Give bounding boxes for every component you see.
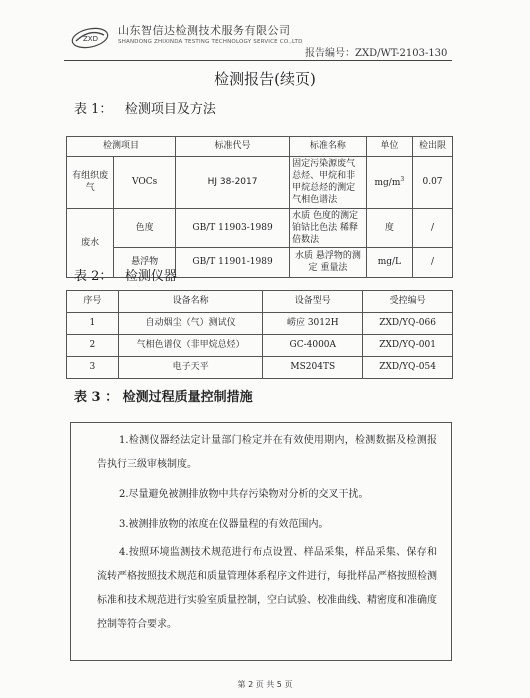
company-logo — [70, 26, 110, 50]
name-cell: 水质 色度的测定 铂钴比色法 稀释倍数法 — [290, 208, 367, 247]
company-name-cn: 山东智信达检测技术服务有限公司 — [118, 24, 291, 37]
header-device-model: 设备型号 — [263, 291, 363, 313]
item-cell: VOCs — [114, 157, 176, 209]
limit-cell: / — [413, 208, 453, 247]
qc-item-3: 3.被测排放物的浓度在仪器量程的有效范围内。 — [119, 519, 329, 530]
quality-control-box — [70, 422, 452, 661]
model-cell: 崂应 3012H — [263, 313, 363, 335]
logo-text: ZXD — [83, 35, 98, 43]
model-cell: GC-4000A — [263, 335, 363, 357]
code-cell: GB/T 11901-1989 — [175, 247, 289, 277]
header-standard-name: 标准名称 — [290, 137, 367, 157]
unit-cell: 度 — [366, 208, 412, 247]
table-header-row — [67, 137, 453, 157]
header-device-name: 设备名称 — [118, 291, 263, 313]
header-test-item: 检测项目 — [67, 137, 176, 157]
section3-title: 检测过程质量控制措施 — [122, 390, 253, 405]
section3-heading — [74, 386, 253, 405]
no-cell: 3 — [67, 357, 119, 379]
item-cell: 悬浮物 — [114, 247, 176, 277]
table-row — [67, 157, 453, 209]
table-row — [67, 335, 453, 357]
device-name-cell: 电子天平 — [118, 357, 263, 379]
header-detection-limit: 检出限 — [413, 137, 453, 157]
device-name-cell: 自动烟尘（气）测试仪 — [118, 313, 263, 335]
section1-title: 检测项目及方法 — [124, 102, 216, 117]
model-cell: MS204TS — [263, 357, 363, 379]
section2-label: 表 2： — [74, 269, 113, 284]
section1-label: 表 1： — [74, 102, 113, 117]
qc-item-1: 1.检测仪器经法定计量部门检定并在有效使用期内，检测数据及检测报告执行三级审核制度。 — [97, 435, 437, 470]
group-cell: 有组织废气 — [67, 157, 114, 209]
name-cell: 水质 悬浮物的测定 重量法 — [290, 247, 367, 277]
unit-cell — [366, 157, 412, 209]
header-control-id: 受控编号 — [363, 291, 453, 313]
table-row — [67, 208, 453, 247]
code-cell: HJ 38-2017 — [175, 157, 289, 209]
group-cell: 废水 — [67, 208, 114, 277]
no-cell: 2 — [67, 335, 119, 357]
header-no: 序号 — [67, 291, 119, 313]
name-cell: 固定污染源废气总烃、甲烷和非甲烷总烃的测定 气相色谱法 — [290, 157, 367, 209]
table-row — [67, 313, 453, 335]
header-unit: 单位 — [366, 137, 412, 157]
device-name-cell: 气相色谱仪（非甲烷总烃） — [118, 335, 263, 357]
company-name-en: SHANDONG ZHIXINDA TESTING TECHNOLOGY SERVICE CO.,LTD — [118, 39, 303, 45]
section2-heading — [74, 265, 177, 284]
section2-title: 检测仪器 — [124, 269, 177, 284]
unit-superscript: 3 — [400, 175, 405, 183]
test-items-table — [66, 136, 453, 278]
limit-cell: / — [413, 247, 453, 277]
page-number: 第 2 页 共 5 页 — [237, 680, 293, 689]
unit-base: mg/m — [374, 177, 401, 188]
table-row — [67, 357, 453, 379]
id-cell: ZXD/YQ-066 — [363, 313, 453, 335]
limit-cell: 0.07 — [413, 157, 453, 209]
no-cell: 1 — [67, 313, 119, 335]
id-cell: ZXD/YQ-001 — [363, 335, 453, 357]
document-title: 检测报告(续页) — [214, 70, 316, 88]
report-number: 报告编号：ZXD/WT-2103-130 — [305, 48, 448, 59]
code-cell: GB/T 11903-1989 — [175, 208, 289, 247]
id-cell: ZXD/YQ-054 — [363, 357, 453, 379]
unit-cell: mg/L — [366, 247, 412, 277]
qc-item-4: 4.按照环境监测技术规范进行布点设置、样品采集，样品采集、保存和流转严格按照技术规范和质量管理体系程序文件进行，每批样品严格按照检测标准和技术规范进行实验室质量控制，空白试验、校准曲线、精密度和准确度控制等符合要求。 — [97, 547, 437, 630]
header-standard-code: 标准代号 — [175, 137, 289, 157]
section1-heading — [74, 98, 216, 117]
table-header-row — [67, 291, 453, 313]
header-divider — [64, 60, 452, 61]
qc-item-2: 2.尽量避免被测排放物中共存污染物对分析的交叉干扰。 — [119, 489, 369, 500]
item-cell: 色度 — [114, 208, 176, 247]
section3-label: 表 3 ： — [74, 390, 119, 405]
instruments-table — [66, 290, 453, 379]
